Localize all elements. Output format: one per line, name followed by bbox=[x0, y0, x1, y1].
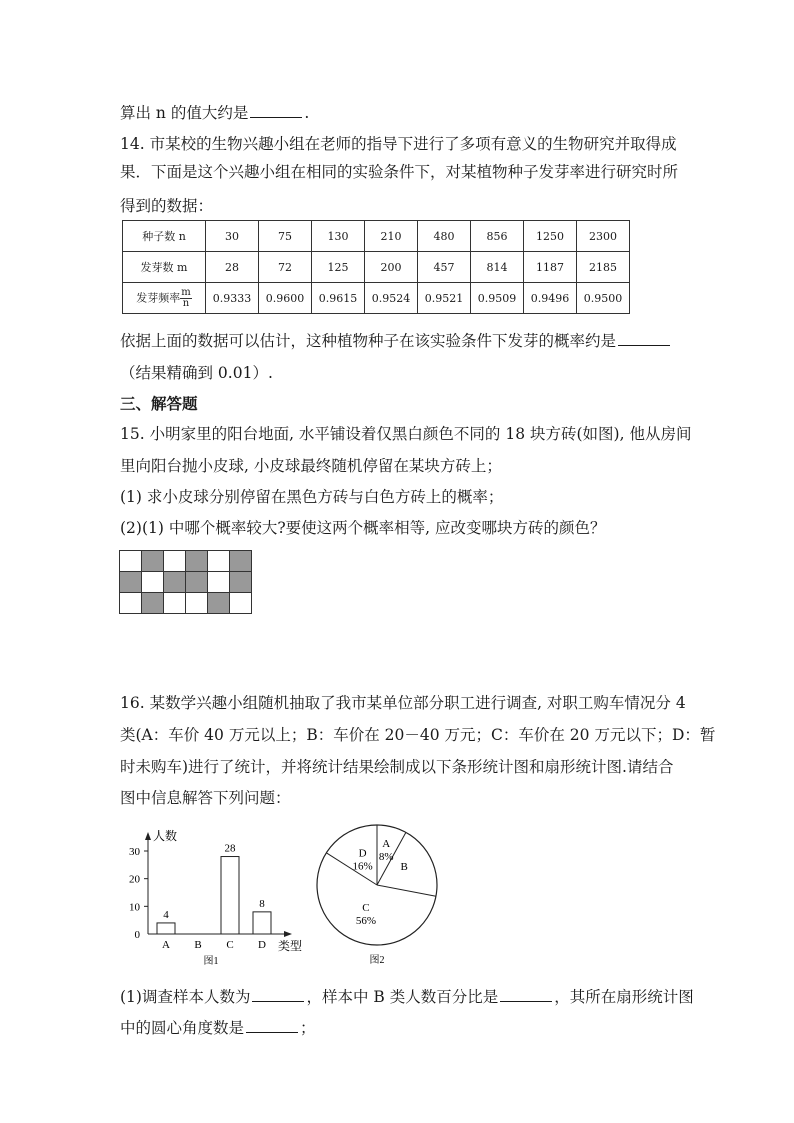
fraction-m-over-n bbox=[180, 288, 191, 309]
q16-angle-text: 中的圆心角度数是 bbox=[120, 1019, 245, 1037]
line-q13-end: . bbox=[304, 104, 310, 122]
q15-line-4: (2)(1) 中哪个概率较大?要使这两个概率相等, 应改变哪块方砖的颜色？ bbox=[120, 519, 606, 537]
q16-sub1-line bbox=[120, 987, 694, 1007]
pie-label: D bbox=[358, 847, 367, 860]
table-row-header: 种子数 n bbox=[123, 221, 206, 252]
pie-percent-label: 16% bbox=[352, 860, 373, 873]
q14-estimate-text: 依据上面的数据可以估计，这种植物种子在该实验条件下发芽的概率约是 bbox=[120, 332, 617, 350]
table-cell: 0.9600 bbox=[259, 283, 312, 314]
x-tick-label: D bbox=[258, 939, 266, 951]
y-axis-label: 人数 bbox=[153, 829, 178, 843]
section-heading: 三、解答题 bbox=[120, 394, 198, 413]
q14-line-1: 14. 市某校的生物兴趣小组在老师的指导下进行了多项有意义的生物研究并取得成 bbox=[120, 135, 677, 153]
q14-precision-note: （结果精确到 0.01）. bbox=[120, 364, 273, 382]
white-tile bbox=[229, 592, 252, 614]
chart-caption: 图2 bbox=[369, 955, 385, 966]
table-cell: 28 bbox=[206, 252, 259, 283]
table-cell: 2185 bbox=[577, 252, 630, 283]
fraction-numerator: m bbox=[181, 286, 191, 298]
table-cell: 814 bbox=[471, 252, 524, 283]
answer-blank[interactable] bbox=[252, 987, 304, 1002]
y-tick-label: 30 bbox=[129, 846, 140, 858]
white-tile bbox=[207, 571, 230, 593]
dark-tile bbox=[141, 550, 164, 572]
table-cell: 0.9521 bbox=[418, 283, 471, 314]
q15-line-2: 里向阳台抛小皮球, 小皮球最终随机停留在某块方砖上； bbox=[120, 457, 502, 475]
bar-C bbox=[221, 857, 239, 934]
dark-tile bbox=[207, 592, 230, 614]
table-cell: 0.9496 bbox=[524, 283, 577, 314]
q14-estimate-line bbox=[120, 331, 672, 351]
white-tile bbox=[163, 592, 186, 614]
table-cell: 856 bbox=[471, 221, 524, 252]
pie-label: C bbox=[362, 901, 370, 914]
table-cell: 480 bbox=[418, 221, 471, 252]
pie-percent-label: 56% bbox=[355, 914, 377, 927]
table-cell: 200 bbox=[365, 252, 418, 283]
table-cell: 210 bbox=[365, 221, 418, 252]
table-cell: 72 bbox=[259, 252, 312, 283]
q16-line-3: 时未购车)进行了统计，并将统计结果绘制成以下条形统计图和扇形统计图.请结合 bbox=[120, 758, 674, 776]
q16-sub1-line-2 bbox=[120, 1018, 316, 1038]
bar-A bbox=[157, 923, 175, 934]
table-row-header: 发芽数 m bbox=[123, 252, 206, 283]
x-axis-label: 类型 bbox=[278, 939, 303, 953]
pie-label: A bbox=[382, 837, 391, 850]
answer-blank[interactable] bbox=[250, 103, 302, 118]
dark-tile bbox=[229, 550, 252, 572]
frequency-label: 发芽频率 bbox=[136, 291, 181, 304]
q16-sub1-text-c: ，其所在扇形统计图 bbox=[554, 988, 694, 1006]
dark-tile bbox=[141, 592, 164, 614]
table-cell: 0.9615 bbox=[312, 283, 365, 314]
table-row bbox=[123, 221, 630, 252]
q16-sub1-text-a: (1)调查样本人数为 bbox=[120, 988, 251, 1006]
table-cell: 457 bbox=[418, 252, 471, 283]
table-cell: 0.9333 bbox=[206, 283, 259, 314]
bar-data-label: 4 bbox=[163, 908, 169, 921]
bar-chart bbox=[118, 822, 318, 972]
pie-percent-label: 8% bbox=[378, 850, 394, 863]
table-row bbox=[123, 252, 630, 283]
answer-blank[interactable] bbox=[618, 331, 670, 346]
q16-line-2: 类(A：车价 40 万元以上；B：车价在 20－40 万元；C：车价在 20 万元以下；D：暂 bbox=[120, 726, 716, 744]
q16-angle-end: ； bbox=[300, 1019, 316, 1037]
y-tick-label: 10 bbox=[129, 901, 140, 914]
white-tile bbox=[141, 571, 164, 593]
line-q13-answer bbox=[120, 103, 309, 123]
white-tile bbox=[119, 592, 142, 614]
white-tile bbox=[119, 550, 142, 572]
q15-line-3: (1) 求小皮球分别停留在黑色方砖与白色方砖上的概率； bbox=[120, 488, 504, 506]
table-cell: 30 bbox=[206, 221, 259, 252]
table-cell: 0.9509 bbox=[471, 283, 524, 314]
x-axis-arrow bbox=[284, 931, 292, 937]
dark-tile bbox=[119, 571, 142, 593]
table-cell: 1187 bbox=[524, 252, 577, 283]
q14-line-3: 得到的数据： bbox=[120, 197, 214, 215]
y-axis-arrow bbox=[145, 832, 151, 840]
bar-data-label: 28 bbox=[224, 842, 236, 855]
q16-line-4: 图中信息解答下列问题： bbox=[120, 789, 291, 807]
table-cell: 0.9500 bbox=[577, 283, 630, 314]
table-cell: 130 bbox=[312, 221, 365, 252]
bar-data-label: 8 bbox=[259, 897, 265, 910]
x-tick-label: A bbox=[162, 939, 170, 951]
table-cell: 0.9524 bbox=[365, 283, 418, 314]
x-tick-label: B bbox=[194, 939, 202, 951]
table-row bbox=[123, 283, 630, 314]
q16-sub1-text-b: ，样本中 B 类人数百分比是 bbox=[306, 988, 499, 1006]
table-cell: 1250 bbox=[524, 221, 577, 252]
white-tile bbox=[163, 550, 186, 572]
table-cell: 2300 bbox=[577, 221, 630, 252]
dark-tile bbox=[185, 571, 208, 593]
answer-blank[interactable] bbox=[246, 1018, 298, 1033]
table-cell: 75 bbox=[259, 221, 312, 252]
pie-label: B bbox=[400, 861, 408, 874]
dark-tile bbox=[163, 571, 186, 593]
q16-line-1: 16. 某数学兴趣小组随机抽取了我市某单位部分职工进行调查, 对职工购车情况分 4 bbox=[120, 694, 686, 712]
white-tile bbox=[185, 592, 208, 614]
q14-line-2: 果．下面是这个兴趣小组在相同的实验条件下，对某植物种子发芽率进行研究时所 bbox=[120, 163, 679, 181]
chart-caption: 图1 bbox=[203, 956, 219, 967]
fraction-denominator: n bbox=[182, 297, 190, 309]
table-cell: 125 bbox=[312, 252, 365, 283]
line-q13-text: 算出 n 的值大约是 bbox=[120, 104, 249, 122]
dark-tile bbox=[185, 550, 208, 572]
x-tick-label: C bbox=[226, 939, 234, 951]
germination-table bbox=[122, 220, 630, 314]
dark-tile bbox=[229, 571, 252, 593]
q15-line-1: 15. 小明家里的阳台地面, 水平铺设着仅黑白颜色不同的 18 块方砖(如图), 他从房间 bbox=[120, 425, 692, 443]
table-row-header bbox=[123, 283, 206, 314]
bar-D bbox=[253, 912, 271, 934]
pie-chart bbox=[310, 820, 450, 970]
white-tile bbox=[207, 550, 230, 572]
answer-blank[interactable] bbox=[500, 987, 552, 1002]
y-tick-label: 0 bbox=[134, 929, 140, 941]
y-tick-label: 20 bbox=[129, 873, 140, 886]
